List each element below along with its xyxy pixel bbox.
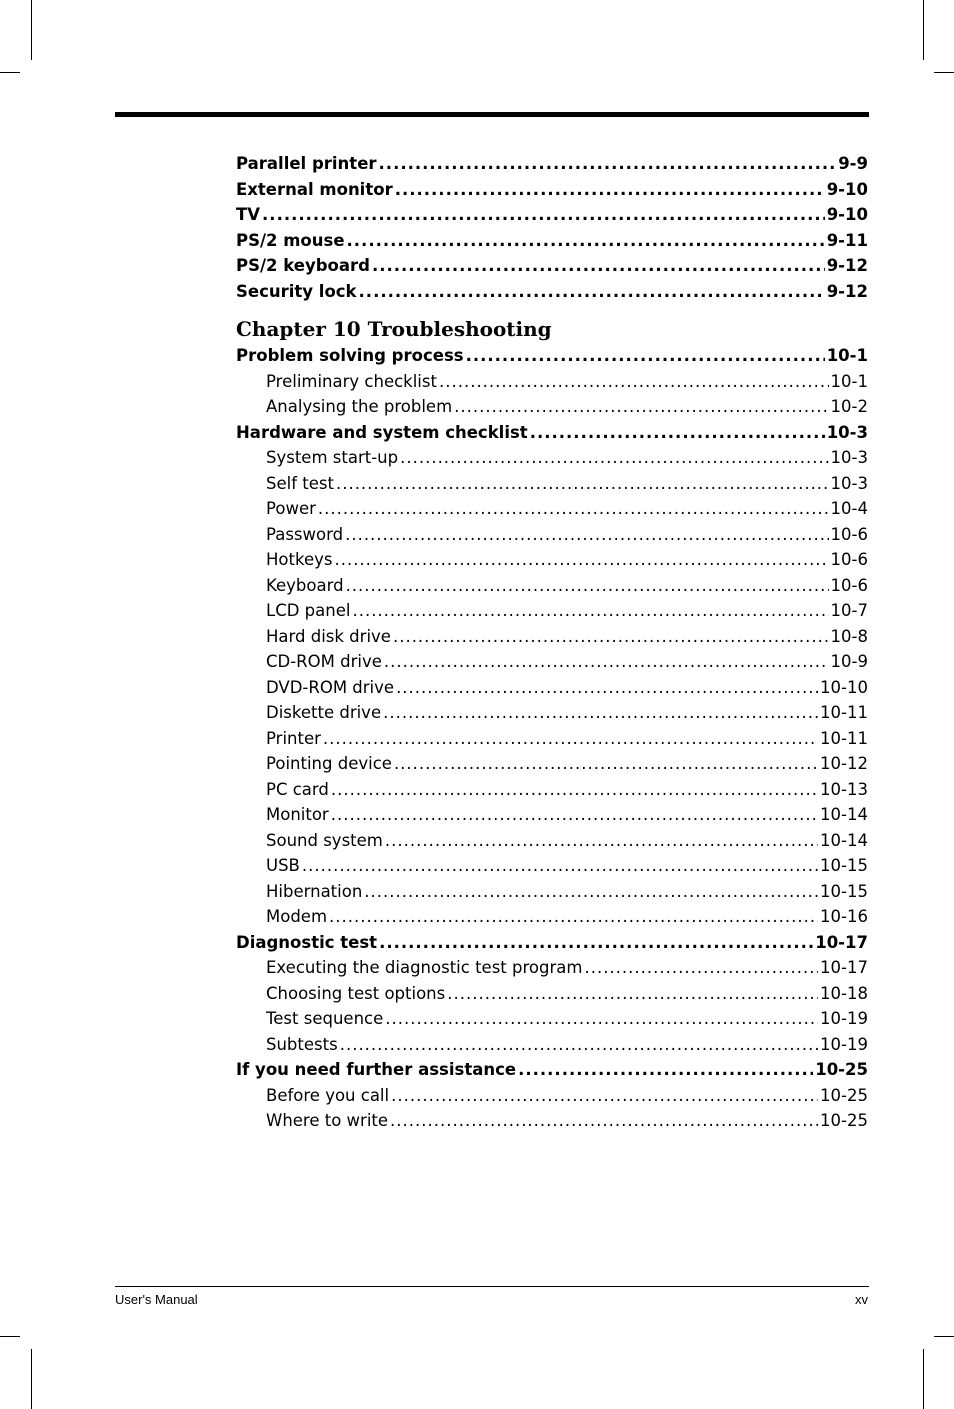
dot-leader (262, 202, 825, 228)
toc-entry-label: PS/2 mouse (236, 230, 345, 250)
toc-subentry[interactable] (236, 547, 868, 573)
toc-entry-label: Diskette drive (266, 703, 382, 722)
toc-subentry[interactable] (236, 675, 868, 701)
dot-leader (379, 151, 837, 177)
crop-mark (0, 72, 20, 73)
dot-leader (334, 547, 828, 573)
toc-subentry[interactable] (236, 751, 868, 777)
dot-leader (447, 981, 818, 1007)
toc-entry-label: Security lock (236, 281, 357, 301)
dot-leader (390, 1108, 818, 1134)
toc-entry-label: Test sequence (266, 1009, 384, 1028)
toc-entry-page: 10-3 (830, 473, 868, 493)
toc-entry-label: CD-ROM drive (266, 652, 382, 671)
toc-entry-page: 10-6 (830, 575, 868, 595)
toc-section-chapter (236, 343, 868, 1134)
toc-entry-label: Subtests (266, 1034, 338, 1054)
toc-subentry[interactable] (236, 700, 868, 726)
toc-entry[interactable] (236, 420, 868, 446)
dot-leader (530, 420, 825, 446)
toc-entry-page: 9-9 (838, 154, 868, 173)
dot-leader (359, 279, 825, 305)
toc-entry-label: Hardware and system checklist (236, 422, 528, 442)
toc-entry[interactable] (236, 177, 868, 203)
dot-leader (336, 471, 829, 497)
toc-entry-page: 10-3 (830, 448, 868, 467)
toc-entry-page: 10-13 (820, 779, 868, 799)
toc-entry-page: 10-14 (820, 830, 868, 850)
toc-entry-label: Power (266, 499, 316, 518)
toc-entry-label: Hotkeys (266, 550, 333, 569)
toc-entry-page: 10-19 (820, 1034, 868, 1054)
dot-leader (584, 955, 818, 981)
toc-entry-page: 10-11 (820, 728, 868, 748)
dot-leader (364, 879, 818, 905)
toc-subentry[interactable] (236, 1083, 868, 1109)
toc-entry-page: 9-10 (826, 205, 868, 224)
toc-entry-label: If you need further assistance (236, 1060, 517, 1079)
toc-subentry[interactable] (236, 573, 868, 599)
toc-subentry[interactable] (236, 522, 868, 548)
toc-entry-page: 10-8 (830, 626, 868, 646)
toc-entry-page: 10-1 (830, 371, 868, 391)
toc-subentry[interactable] (236, 598, 868, 624)
toc-subentry[interactable] (236, 445, 868, 471)
toc-entry-page: 9-10 (826, 179, 868, 199)
toc-entry-page: 10-9 (830, 652, 868, 671)
toc-entry-label: Problem solving process (236, 346, 464, 365)
crop-mark (934, 1336, 954, 1337)
table-of-contents (236, 151, 868, 1134)
toc-entry-label: PC card (266, 779, 329, 799)
dot-leader (372, 253, 825, 279)
dot-leader (302, 853, 818, 879)
crop-mark (0, 1336, 20, 1337)
dot-leader (345, 522, 828, 548)
toc-subentry[interactable] (236, 1108, 868, 1134)
dot-leader (400, 445, 828, 471)
dot-leader (352, 598, 828, 624)
toc-entry-label: USB (266, 856, 300, 875)
toc-entry-label: Executing the diagnostic test program (266, 958, 583, 977)
toc-entry-page: 10-15 (820, 856, 868, 875)
toc-entry-label: System start-up (266, 448, 399, 467)
toc-entry-label: Hibernation (266, 881, 363, 901)
toc-subentry[interactable] (236, 879, 868, 905)
dot-leader (385, 1006, 818, 1032)
toc-entry-page: 10-17 (820, 958, 868, 977)
dot-leader (391, 1083, 818, 1109)
toc-entry-label: Hard disk drive (266, 626, 391, 646)
toc-subentry[interactable] (236, 828, 868, 854)
dot-leader (393, 624, 829, 650)
toc-subentry[interactable] (236, 981, 868, 1007)
toc-entry-page: 10-25 (815, 1060, 868, 1079)
toc-entry-label: PS/2 keyboard (236, 256, 370, 275)
toc-entry[interactable] (236, 253, 868, 279)
dot-leader (395, 177, 825, 203)
toc-entry[interactable] (236, 279, 868, 305)
crop-mark (31, 0, 32, 60)
toc-entry-label: Preliminary checklist (266, 371, 437, 391)
toc-entry-label: Password (266, 524, 344, 544)
toc-entry-page: 10-16 (820, 907, 868, 926)
header-rule (115, 112, 869, 117)
dot-leader (385, 828, 818, 854)
dot-leader (329, 904, 818, 930)
dot-leader (340, 1032, 818, 1058)
toc-entry-page: 10-6 (830, 550, 868, 569)
dot-leader (396, 675, 818, 701)
dot-leader (323, 726, 818, 752)
toc-entry-label: LCD panel (266, 601, 351, 620)
toc-entry-label: Self test (266, 473, 334, 493)
toc-entry[interactable] (236, 151, 868, 177)
toc-entry[interactable] (236, 930, 868, 956)
toc-subentry[interactable] (236, 394, 868, 420)
toc-entry-label: External monitor (236, 179, 393, 199)
toc-subentry[interactable] (236, 471, 868, 497)
toc-entry-label: Analysing the problem (266, 397, 453, 416)
chapter-heading[interactable]: Chapter 10 Troubleshooting (236, 317, 552, 341)
toc-entry-page: 10-25 (820, 1085, 868, 1105)
dot-leader (439, 369, 829, 395)
toc-entry-label: Printer (266, 728, 321, 748)
toc-subentry[interactable] (236, 496, 868, 522)
dot-leader (331, 802, 818, 828)
toc-entry-label: Choosing test options (266, 983, 446, 1003)
toc-subentry[interactable] (236, 726, 868, 752)
toc-entry-page: 10-12 (820, 754, 868, 773)
crop-mark (923, 0, 924, 60)
toc-entry-page: 10-14 (820, 805, 868, 824)
toc-entry-page: 10-11 (820, 703, 868, 722)
crop-mark (31, 1349, 32, 1409)
toc-subentry[interactable] (236, 369, 868, 395)
toc-entry-label: DVD-ROM drive (266, 677, 395, 697)
toc-entry-label: Parallel printer (236, 154, 377, 173)
toc-entry-label: TV (236, 205, 261, 224)
dot-leader (384, 649, 829, 675)
toc-entry[interactable] (236, 343, 868, 369)
toc-entry-page: 10-10 (820, 677, 868, 697)
toc-entry-page: 9-12 (826, 256, 868, 275)
toc-entry-page: 9-12 (826, 281, 868, 301)
toc-entry-label: Before you call (266, 1085, 390, 1105)
toc-entry-page: 10-18 (820, 983, 868, 1003)
footer-title: User's Manual (115, 1292, 198, 1307)
toc-entry[interactable] (236, 1057, 868, 1083)
dot-leader (394, 751, 818, 777)
dot-leader (454, 394, 828, 420)
toc-section-previous (236, 151, 868, 304)
toc-entry-label: Pointing device (266, 754, 392, 773)
toc-subentry[interactable] (236, 777, 868, 803)
toc-subentry[interactable] (236, 904, 868, 930)
dot-leader (331, 777, 818, 803)
toc-entry-page: 10-25 (820, 1111, 868, 1130)
toc-subentry[interactable] (236, 1032, 868, 1058)
toc-entry[interactable] (236, 202, 868, 228)
toc-entry-label: Where to write (266, 1111, 389, 1130)
toc-subentry[interactable] (236, 853, 868, 879)
crop-mark (934, 72, 954, 73)
toc-entry-page: 10-7 (830, 601, 868, 620)
toc-entry-page: 10-1 (826, 346, 868, 365)
toc-entry-label: Keyboard (266, 575, 344, 595)
toc-entry-page: 9-11 (826, 230, 868, 250)
toc-entry-page: 10-19 (820, 1009, 868, 1028)
toc-entry-label: Monitor (266, 805, 329, 824)
dot-leader (466, 343, 825, 369)
footer-rule (115, 1286, 869, 1287)
toc-entry-page: 10-6 (830, 524, 868, 544)
crop-mark (923, 1349, 924, 1409)
toc-subentry[interactable] (236, 802, 868, 828)
toc-entry-label: Sound system (266, 830, 383, 850)
toc-entry-page: 10-17 (815, 932, 868, 952)
toc-entry-label: Modem (266, 907, 328, 926)
toc-entry-page: 10-4 (830, 499, 868, 518)
toc-subentry[interactable] (236, 1006, 868, 1032)
toc-entry-label: Diagnostic test (236, 932, 378, 952)
toc-subentry[interactable] (236, 624, 868, 650)
toc-subentry[interactable] (236, 955, 868, 981)
dot-leader (318, 496, 829, 522)
dot-leader (518, 1057, 813, 1083)
page-number: xv (855, 1292, 868, 1307)
toc-entry-page: 10-3 (826, 422, 868, 442)
toc-subentry[interactable] (236, 649, 868, 675)
toc-entry[interactable] (236, 228, 868, 254)
dot-leader (346, 573, 829, 599)
toc-entry-page: 10-15 (820, 881, 868, 901)
toc-entry-page: 10-2 (830, 397, 868, 416)
dot-leader (383, 700, 818, 726)
dot-leader (347, 228, 825, 254)
dot-leader (379, 930, 813, 956)
